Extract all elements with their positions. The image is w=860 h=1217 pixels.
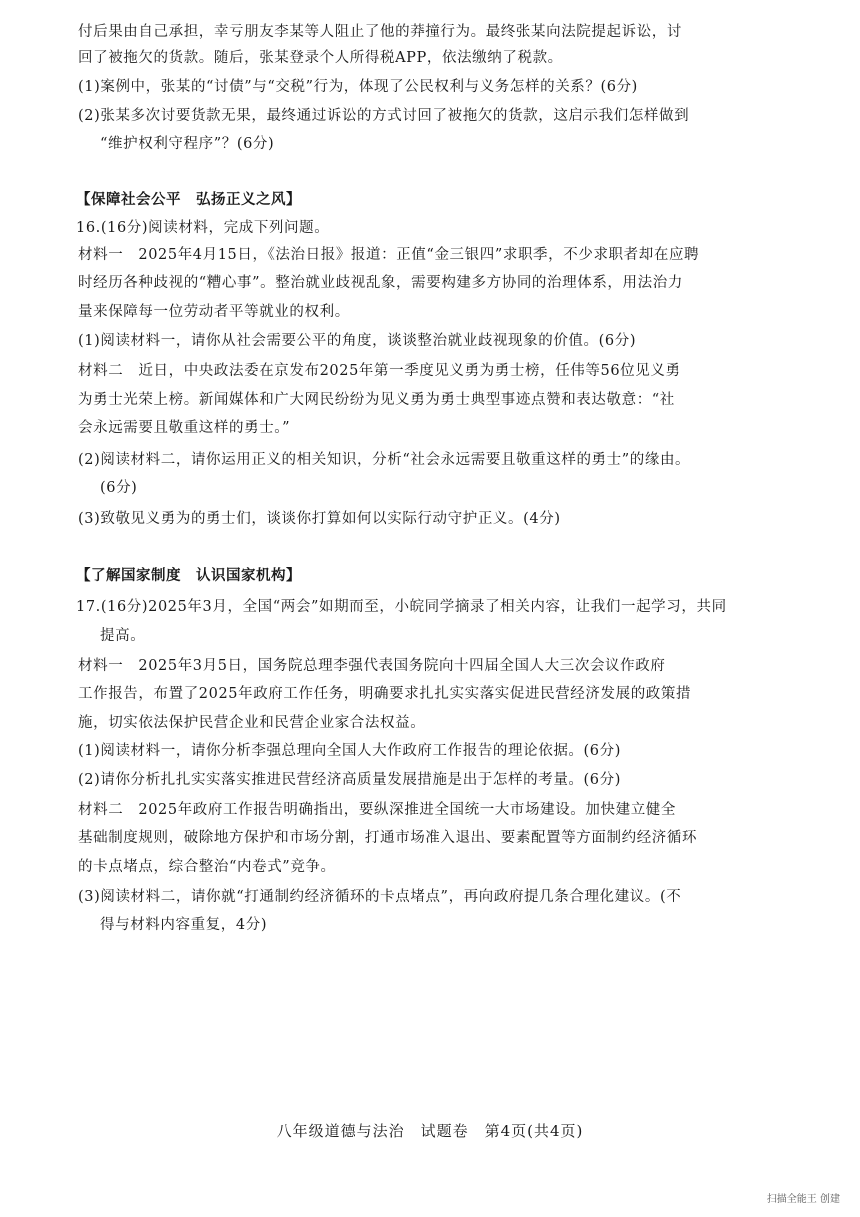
question-16-2: (2)阅读材料二，请你运用正义的相关知识，分析“社会永远需要且敬重这样的勇士”的缘由。 xyxy=(78,452,691,468)
question-16-2-cont: (6分) xyxy=(100,480,138,496)
question-17-2: (2)请你分析扎扎实实落实推进民营经济高质量发展措施是出于怎样的考量。(6分) xyxy=(78,772,621,788)
material-2: 材料二 近日，中央政法委在京发布2025年第一季度见义勇为勇士榜，任伟等56位见义勇 xyxy=(78,363,681,379)
section-heading: 【保障社会公平 弘扬正义之风】 xyxy=(76,192,301,208)
material-2: 材料二 2025年政府工作报告明确指出，要纵深推进全国统一大市场建设。加快建立健全 xyxy=(78,802,676,818)
question-2-cont: “维护权利守程序”？(6分) xyxy=(100,136,275,152)
page-footer: 八年级道德与法治 试题卷 第4页(共4页) xyxy=(276,1122,584,1140)
section-heading: 【了解国家制度 认识国家机构】 xyxy=(76,568,301,584)
question-17-1: (1)阅读材料一，请你分析李强总理向全国人大作政府工作报告的理论依据。(6分) xyxy=(78,743,621,759)
material-1: 材料一 2025年3月5日，国务院总理李强代表国务院向十四届全国人大三次会议作政府 xyxy=(78,658,666,674)
text-line: 回了被拖欠的货款。随后，张某登录个人所得税APP，依法缴纳了税款。 xyxy=(78,50,563,66)
material-2: 基础制度规则，破除地方保护和市场分割，打通市场准入退出、要素配置等方面制约经济循环 xyxy=(78,830,698,846)
material-1: 量来保障每一位劳动者平等就业的权利。 xyxy=(78,304,350,320)
question-17-title-cont: 提高。 xyxy=(100,628,146,644)
question-16-3: (3)致敬见义勇为的勇士们，谈谈你打算如何以实际行动守护正义。(4分) xyxy=(78,511,561,527)
question-2: (2)张某多次讨要货款无果，最终通过诉讼的方式讨回了被拖欠的货款，这启示我们怎样做到 xyxy=(78,108,690,124)
material-1: 时经历各种歧视的“糟心事”。整治就业歧视乱象，需要构建多方协同的治理体系，用法治力 xyxy=(78,275,683,291)
question-16-title: 16.(16分)阅读材料，完成下列问题。 xyxy=(76,220,330,236)
question-1: (1)案例中，张某的“讨债”与“交税”行为，体现了公民权利与义务怎样的关系？(6分) xyxy=(78,79,638,95)
text-line: 付后果由自己承担，幸亏朋友李某等人阻止了他的莽撞行为。最终张某向法院提起诉讼，讨 xyxy=(78,24,682,40)
question-17-3-cont: 得与材料内容重复，4分) xyxy=(100,917,268,933)
scanner-watermark: 扫描全能王 创建 xyxy=(766,1194,840,1205)
material-1: 材料一 2025年4月15日，《法治日报》报道：正值“金三银四”求职季，不少求职者却在应聘 xyxy=(78,247,700,263)
material-1: 工作报告，布置了2025年政府工作任务，明确要求扎扎实实落实促进民营经济发展的政策措 xyxy=(78,686,692,702)
material-2: 会永远需要且敬重这样的勇士。” xyxy=(78,420,291,436)
question-16-1: (1)阅读材料一，请你从社会需要公平的角度，谈谈整治就业歧视现象的价值。(6分) xyxy=(78,333,637,349)
material-2: 的卡点堵点，综合整治“内卷式”竞争。 xyxy=(78,859,336,875)
material-2: 为勇士光荣上榜。新闻媒体和广大网民纷纷为见义勇为勇士典型事迹点赞和表达敬意：“社 xyxy=(78,392,675,408)
question-17-title: 17.(16分)2025年3月，全国“两会”如期而至，小皖同学摘录了相关内容，让我们一起学习，共同 xyxy=(76,599,727,615)
question-17-3: (3)阅读材料二，请你就“打通制约经济循环的卡点堵点”，再向政府提几条合理化建议。(不 xyxy=(78,889,682,905)
material-1: 施，切实依法保护民营企业和民营企业家合法权益。 xyxy=(78,715,426,731)
